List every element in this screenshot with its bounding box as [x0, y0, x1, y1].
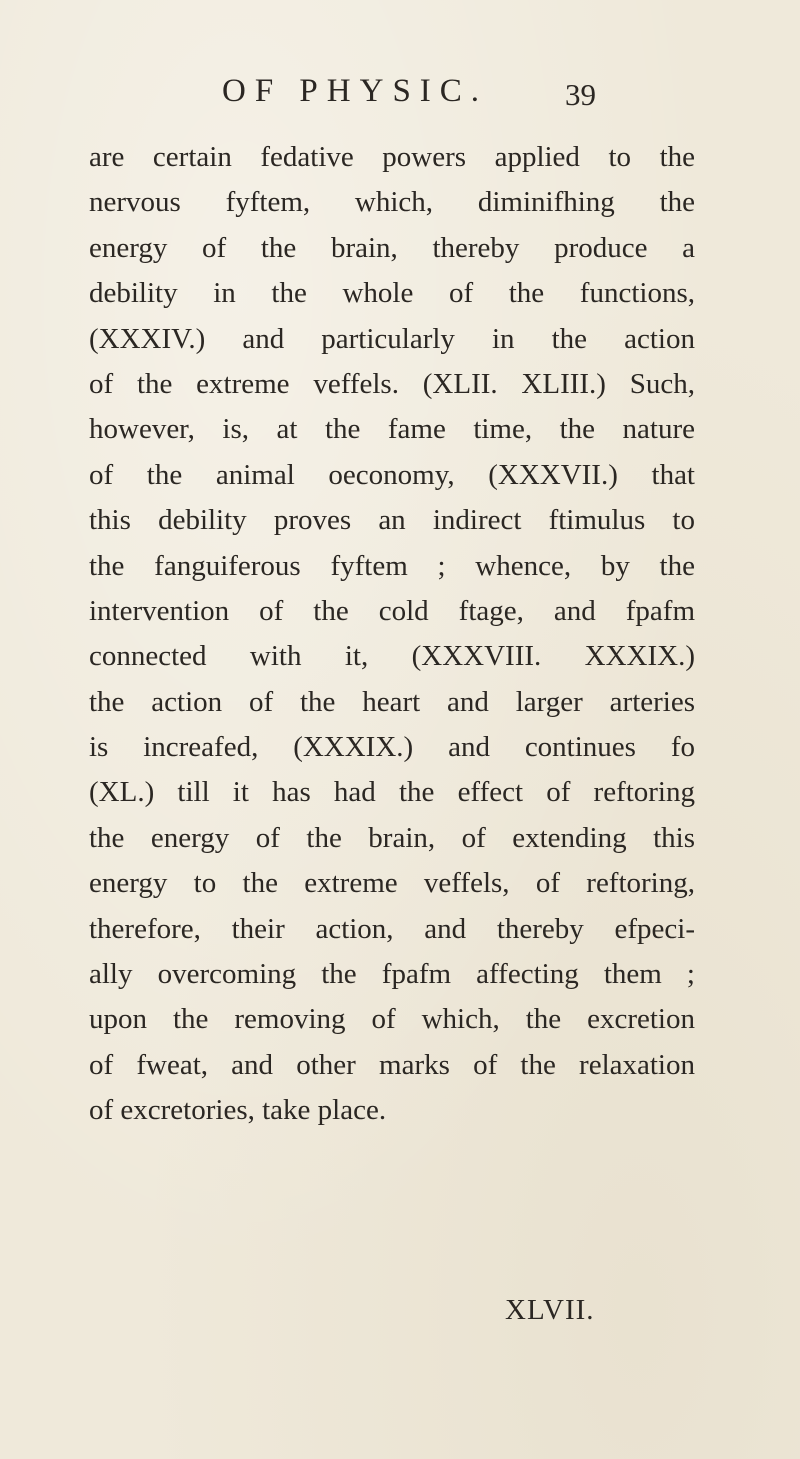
text-line: (XL.) till it has had the effect of reftoring: [89, 776, 695, 809]
text-line: energy of the brain, thereby produce a: [89, 231, 695, 264]
text-line: the fanguiferous fyftem ; whence, by the: [89, 549, 695, 582]
text-line: ally overcoming the fpafm affecting them ;: [89, 958, 695, 991]
text-line: the energy of the brain, of extending this: [89, 821, 695, 854]
text-line: of fweat, and other marks of the relaxation: [89, 1048, 695, 1081]
text-line: is increafed, (XXXIX.) and continues fo: [89, 731, 695, 764]
text-line: of excretories, take place.: [89, 1094, 387, 1127]
text-line: the action of the heart and larger arteries: [89, 685, 695, 718]
text-line: however, is, at the fame time, the nature: [89, 413, 695, 446]
catchword: XLVII.: [505, 1294, 595, 1326]
text-line: of the extreme veffels. (XLII. XLIII.) Such,: [89, 367, 695, 400]
text-line: intervention of the cold ftage, and fpafm: [89, 594, 695, 627]
text-line: nervous fyftem, which, diminifhing the: [89, 186, 695, 219]
running-head: [0, 66, 800, 116]
running-title: OF PHYSIC.: [222, 73, 489, 109]
text-line: are certain fedative powers applied to the: [89, 141, 695, 173]
text-line: of the animal oeconomy, (XXXVII.) that: [89, 458, 695, 491]
text-line: debility in the whole of the functions,: [89, 277, 695, 310]
text-line: upon the removing of which, the excretion: [89, 1003, 695, 1036]
text-line: therefore, their action, and thereby efpeci-: [89, 912, 695, 945]
text-line: connected with it, (XXXVIII. XXXIX.): [89, 640, 695, 673]
body-paragraph: [89, 135, 695, 1134]
page-number: 39: [565, 77, 596, 112]
text-line: energy to the extreme veffels, of reftoring,: [89, 867, 695, 900]
text-line: this debility proves an indirect ftimulus to: [89, 504, 695, 537]
text-line: (XXXIV.) and particularly in the action: [89, 322, 695, 355]
